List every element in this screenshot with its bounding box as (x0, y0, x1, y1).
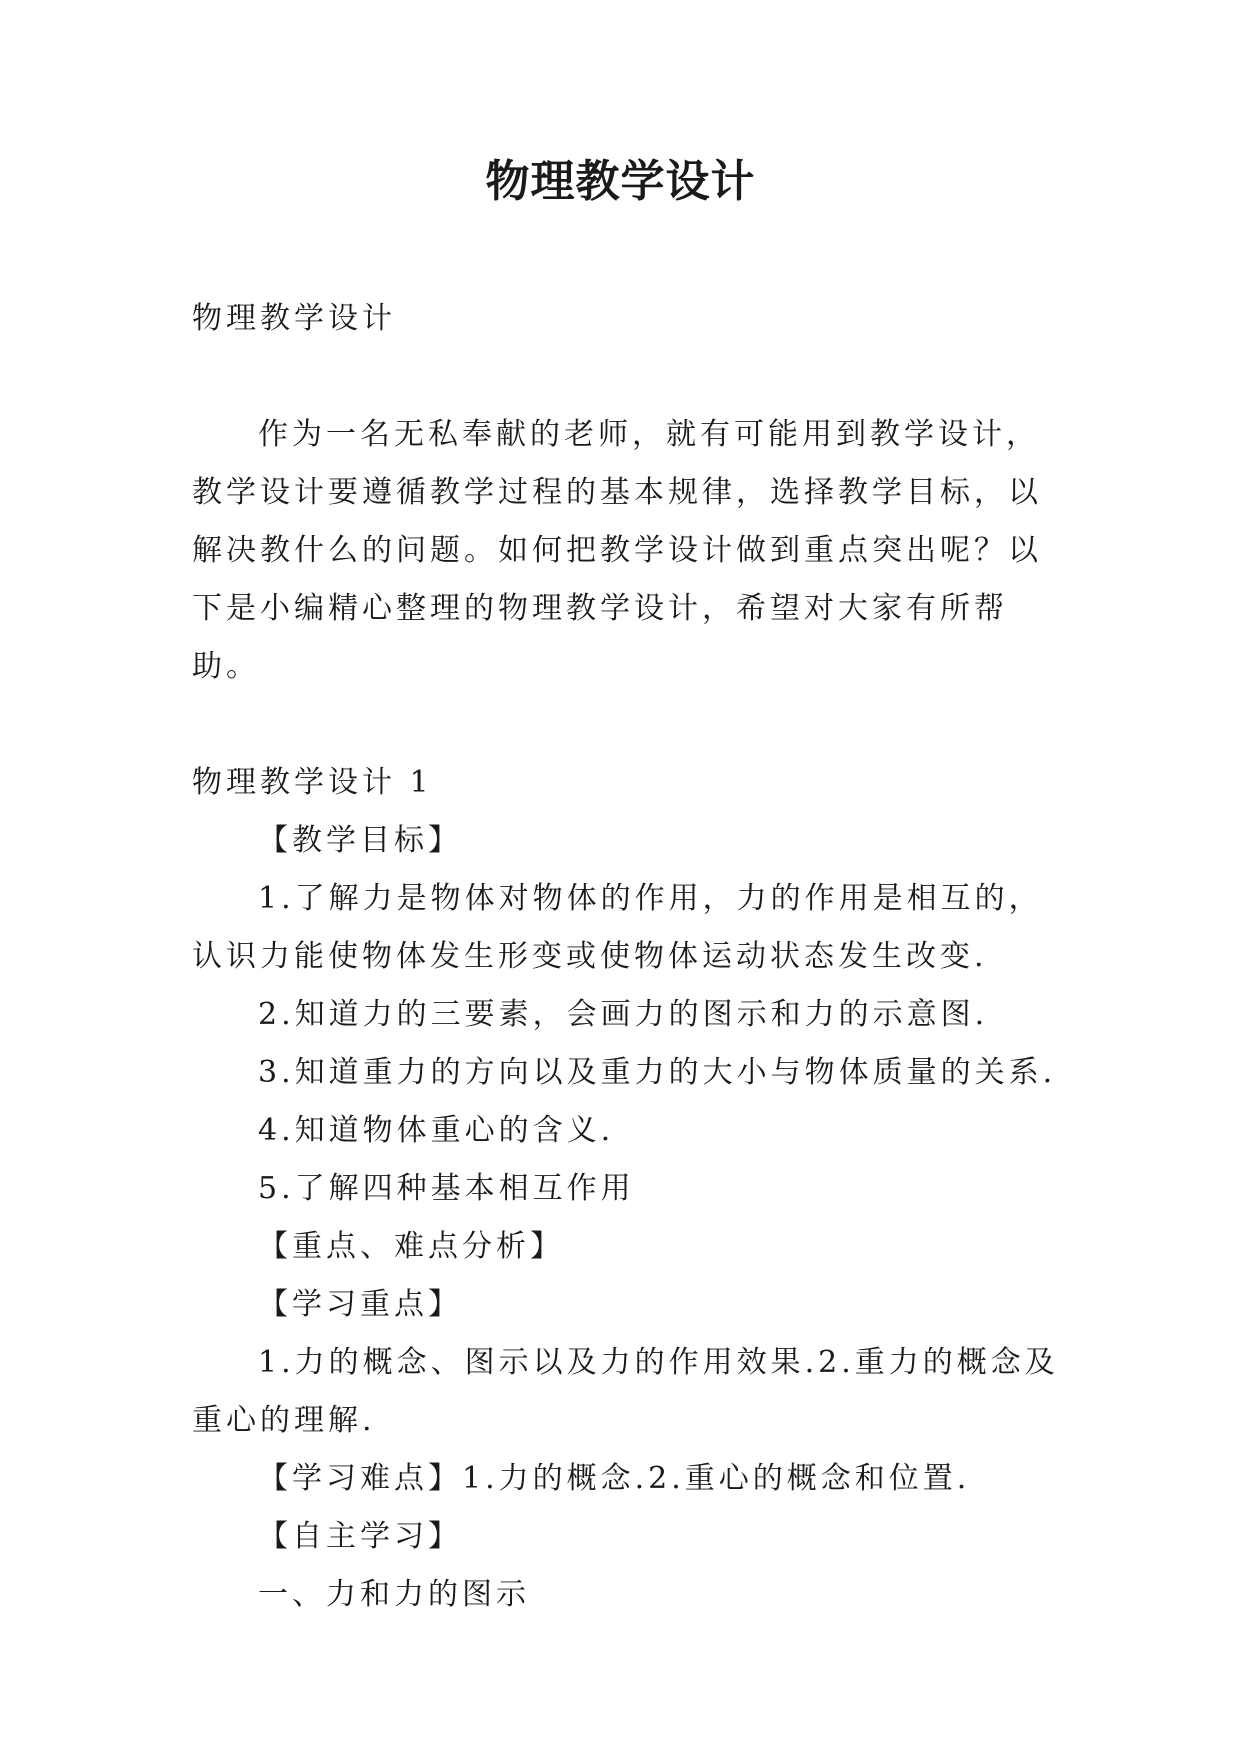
section-title: 物理教学设计 1 (192, 765, 433, 800)
learning-difficulty-text: 【学习难点】1.力的概念.2.重心的概念和位置. (258, 1461, 971, 1496)
learning-focus-text: 1.力的概念、图示以及力的作用效果.2.重力的概念及重心的理解. (192, 1345, 1059, 1438)
heading-teaching-goals: 【教学目标】 (258, 823, 462, 858)
goal-item: 4.知道物体重心的含义. (258, 1113, 615, 1148)
document-subtitle: 物理教学设计 (192, 301, 396, 336)
heading-key-difficult: 【重点、难点分析】 (258, 1229, 564, 1264)
goal-item: 3.知道重力的方向以及重力的大小与物体质量的关系. (258, 1055, 1057, 1090)
goal-item: 2.知道力的三要素，会画力的图示和力的示意图. (258, 997, 989, 1032)
document-body (192, 290, 1060, 1624)
goal-item: 1.了解力是物体对物体的作用，力的作用是相互的，认识力能使物体发生形变或使物体运动状态发生改变. (192, 881, 1043, 974)
document-title: 物理教学设计 (485, 156, 756, 207)
intro-paragraph: 作为一名无私奉献的老师，就有可能用到教学设计，教学设计要遵循教学过程的基本规律，选择教学目标，以解决教什么的问题。如何把教学设计做到重点突出呢？以下是小编精心整理的物理教学设计，希望对大家有所帮助。 (192, 417, 1042, 684)
heading-learning-focus: 【学习重点】 (258, 1287, 462, 1322)
goal-item: 5.了解四种基本相互作用 (258, 1171, 635, 1206)
heading-self-study: 【自主学习】 (258, 1519, 462, 1554)
subsection-force-diagram: 一、力和力的图示 (258, 1577, 530, 1612)
